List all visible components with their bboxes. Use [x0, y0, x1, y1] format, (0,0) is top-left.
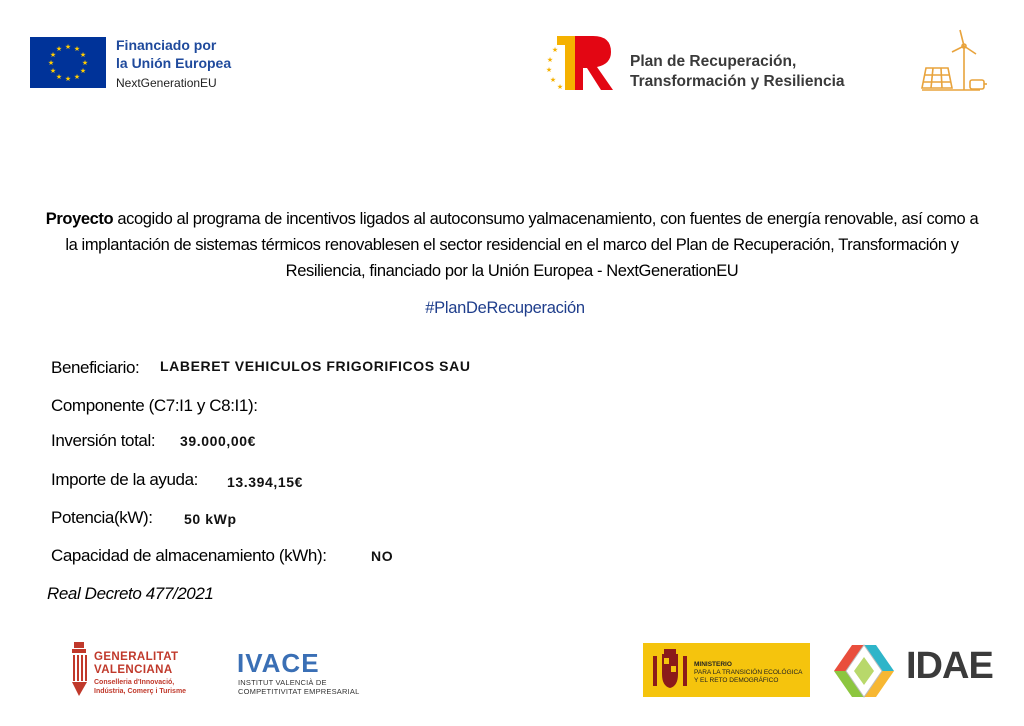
svg-text:★: ★	[551, 46, 559, 54]
capacidad-label: Capacidad de almacenamiento (kWh):	[51, 546, 327, 565]
svg-text:★: ★	[73, 73, 81, 81]
ministerio-line2: PARA LA TRANSICIÓN ECOLÓGICA	[694, 669, 803, 676]
ivace-sub-line2: COMPETITIVITAT EMPRESARIAL	[238, 687, 360, 696]
capacidad-value: NO	[371, 548, 394, 564]
svg-text:★: ★	[545, 66, 553, 74]
inversion-label: Inversión total:	[51, 431, 156, 450]
real-decreto: Real Decreto 477/2021	[47, 584, 214, 603]
eu-flag-icon	[30, 37, 106, 88]
ivace-logo-name: IVACE	[237, 648, 320, 678]
generalitat-name-line2: VALENCIANA	[94, 664, 173, 676]
svg-text:★: ★	[55, 45, 63, 53]
ministerio-line1: MINISTERIO	[694, 661, 732, 668]
svg-text:★: ★	[73, 45, 81, 53]
svg-text:★: ★	[556, 83, 564, 91]
generalitat-sub-line1: Conselleria d'Innovació,	[94, 679, 175, 686]
prtr-logo-line2: Transformación y Resiliencia	[630, 73, 845, 90]
svg-text:★: ★	[64, 75, 72, 83]
svg-text:★: ★	[79, 67, 87, 75]
beneficiario-label: Beneficiario:	[51, 358, 140, 377]
prtr-logo-line1: Plan de Recuperación,	[630, 53, 797, 70]
intro-paragraph	[40, 206, 984, 284]
beneficiario-value: LABERET VEHICULOS FRIGORIFICOS SAU	[160, 358, 471, 374]
generalitat-logo-mark	[70, 642, 88, 697]
componente-label: Componente (C7:I1 y C8:I1):	[51, 396, 258, 415]
intro-text: acogido al programa de incentivos ligados al autoconsumo yalmacenamiento, con fuentes de energía renovable, así como a la implantación de sistemas térmicos renovablesen el sector residencial en el marco del Plan de Recuperación, Transformación y Resiliencia, financiado por la Unión Europea - NextGenerationEU	[65, 210, 979, 280]
solar-wind-energy-icon	[920, 28, 990, 96]
potencia-label: Potencia(kW):	[51, 508, 153, 527]
generalitat-name-line1: GENERALITAT	[94, 651, 179, 663]
eu-logo-line2: la Unión Europea	[116, 55, 232, 71]
ivace-sub-line1: INSTITUT VALENCIÀ DE	[238, 678, 327, 687]
importe-label: Importe de la ayuda:	[51, 470, 198, 489]
eu-logo-line1: Financiado por	[116, 37, 217, 53]
spain-coat-of-arms-icon	[650, 648, 690, 692]
svg-text:★: ★	[49, 51, 57, 59]
svg-text:★: ★	[549, 76, 557, 84]
svg-text:★: ★	[64, 43, 72, 51]
prtr-logo-mark	[545, 34, 615, 92]
idae-logo-name: IDAE	[906, 645, 993, 687]
generalitat-sub-line2: Indústria, Comerç i Turisme	[94, 688, 187, 695]
svg-text:★: ★	[81, 59, 89, 67]
svg-text:★: ★	[79, 51, 87, 59]
svg-text:★: ★	[47, 59, 55, 67]
idae-logo-mark	[824, 643, 902, 699]
importe-value: 13.394,15€	[227, 474, 304, 490]
eu-logo-line3: NextGenerationEU	[116, 76, 217, 90]
inversion-value: 39.000,00€	[180, 433, 257, 449]
svg-text:★: ★	[49, 67, 57, 75]
svg-text:★: ★	[546, 56, 554, 64]
ministerio-line3: Y EL RETO DEMOGRÁFICO	[694, 677, 779, 684]
svg-text:★: ★	[55, 73, 63, 81]
potencia-value: 50 kWp	[184, 511, 237, 527]
intro-bold-word: Proyecto	[45, 210, 114, 228]
hashtag: #PlanDeRecuperación	[425, 299, 585, 317]
